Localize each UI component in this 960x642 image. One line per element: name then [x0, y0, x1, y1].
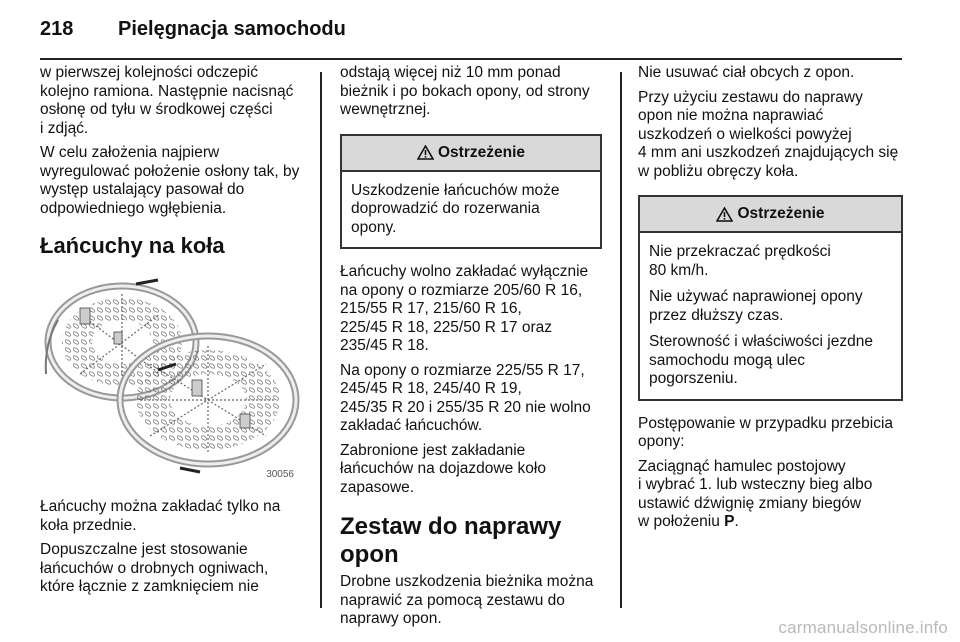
paragraph: odstają więcej niż 10 mm ponad bieżnik i po bokach opony, od strony wewnętrznej. [340, 64, 590, 118]
paragraph: Łańcuchy można zakładać tylko na koła przednie. [40, 498, 281, 534]
paragraph: Nie usuwać ciał obcych z opon. [638, 64, 855, 81]
warning-text: Nie przekraczać prędkości 80 km/h. [649, 243, 831, 279]
warning-triangle-icon [417, 145, 434, 160]
paragraph [638, 458, 903, 532]
warning-text: Uszkodzenie łańcuchów może doprowadzić do rozerwania opony. [351, 181, 560, 236]
paragraph: W celu założenia najpierw wyregulować położenie osłony tak, by występ ustalający pasował do odpowiedniego wgłębienia. [40, 144, 300, 217]
column-2 [340, 64, 602, 635]
snow-chains-illustration [40, 274, 302, 484]
paragraph: Dopuszczalne jest stosowanie łańcuchów o drobnych ogniwach, które łącznie z zamknięciem nie [40, 541, 269, 595]
gear-position-key: P [724, 513, 735, 530]
warning-box [340, 134, 602, 250]
warning-title: Ostrzeżenie [737, 205, 825, 222]
column-1 [40, 64, 310, 603]
paragraph: Zabronione jest zakładanie łańcuchów na dojazdowe koło zapasowe. [340, 441, 546, 496]
page-title: Pielęgnacja samochodu [118, 18, 346, 40]
header-divider [40, 58, 902, 60]
warning-triangle-icon [716, 207, 733, 222]
warning-title: Ostrzeżenie [437, 143, 525, 161]
paragraph: Postępowanie w przypadku przebicia opony: [638, 414, 894, 450]
paragraph: w pierwszej kolejności odczepić kolejno ramiona. Następnie nacisnąć osłonę od tyłu w środkowej części i zdjąć. [40, 64, 294, 137]
section-heading-tire-repair-kit: Zestaw do naprawy opon [340, 513, 562, 568]
warning-box [638, 195, 903, 401]
column-3 [638, 64, 903, 538]
paragraph: Przy użyciu zestawu do naprawy opon nie można naprawiać uszkodzeń o wielkości powyżej 4 mm ani uszkodzeń znajdujących się w pobliżu obręczy koła. [638, 88, 899, 180]
page-header [40, 18, 346, 48]
section-heading-snow-chains: Łańcuchy na koła [40, 233, 225, 258]
warning-header [640, 197, 901, 233]
paragraph: Drobne uszkodzenia bieżnika można naprawić za pomocą zestawu do naprawy opon. [340, 573, 594, 627]
paragraph-text: Zaciągnąć hamulec postojowy i wybrać 1. lub wsteczny bieg albo ustawić dźwignię zmiany biegów w położeniu [638, 457, 873, 530]
paragraph: Łańcuchy wolno zakładać wyłącznie na opony o rozmiarze 205/60 R 16, 215/55 R 17, 215/60 R 16, 225/45 R 18, 225/50 R 17 oraz 235/45 R 18. [340, 263, 589, 354]
warning-text: Sterowność i właściwości jezdne samochodu mogą ulec pogorszeniu. [649, 333, 873, 387]
warning-body [342, 172, 600, 248]
watermark: carmanualsonline.info [778, 618, 948, 637]
figure-number: 30056 [266, 469, 294, 480]
page-number: 218 [40, 18, 74, 40]
paragraph-text: . [734, 513, 739, 530]
column-divider-2 [620, 72, 622, 608]
snow-chains-drawing [40, 274, 302, 484]
warning-body [640, 233, 901, 399]
column-divider-1 [320, 72, 322, 608]
warning-text: Nie używać naprawionej opony przez dłuższy czas. [649, 288, 863, 324]
paragraph: Na opony o rozmiarze 225/55 R 17, 245/45 R 18, 245/40 R 19, 245/35 R 20 i 255/35 R 20 nie wolno zakładać łańcuchów. [340, 361, 591, 434]
warning-header [342, 136, 600, 172]
